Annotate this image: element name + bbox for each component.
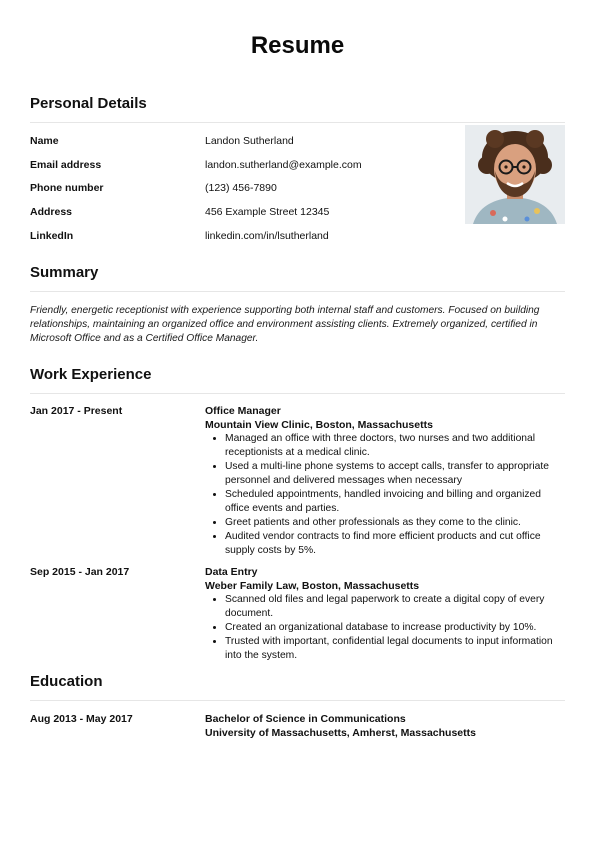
work-entry-body — [205, 565, 565, 663]
detail-label: LinkedIn — [30, 230, 74, 242]
summary-text: Friendly, energetic receptionist with experience supporting both internal staff and customers. Focused on building relationships, maintaining an organized office and environment assisting clients. Extremely organized, certified in Microsoft Office and as a Certified Office Manager. — [30, 305, 540, 344]
profile-photo — [465, 125, 565, 224]
work-entry-body — [205, 404, 565, 558]
job-title: Office Manager — [205, 405, 281, 417]
list-item: • Used a multi-line phone systems to accept calls, transfer to appropriate personnel and delivered messages when necessary — [225, 460, 565, 488]
education-section — [30, 672, 565, 752]
summary-section — [30, 263, 565, 346]
detail-value: landon.sutherland@example.com — [205, 159, 362, 171]
detail-label: Phone number — [30, 182, 104, 194]
job-title: Data Entry — [205, 566, 258, 578]
responsibility-list — [205, 432, 565, 558]
work-entry-date: Jan 2017 - Present — [30, 405, 123, 417]
section-heading-education: Education — [30, 672, 565, 701]
detail-value: (123) 456-7890 — [205, 182, 277, 194]
section-heading-work: Work Experience — [30, 365, 565, 394]
detail-label: Name — [30, 135, 59, 147]
list-item: • Managed an office with three doctors, two nurses and two additional receptionists at a medical clinic. — [225, 432, 565, 460]
list-item: • Scanned old files and legal paperwork to create a digital copy of every document. — [225, 593, 565, 621]
list-item: • Scheduled appointments, handled invoicing and billing and organized office events and parties. — [225, 488, 565, 516]
degree: Bachelor of Science in Communications — [205, 713, 406, 725]
detail-value: Landon Sutherland — [205, 135, 294, 147]
detail-value: 456 Example Street 12345 — [205, 206, 330, 218]
list-item: • Created an organizational database to increase productivity by 10%. — [225, 621, 565, 635]
education-entry-date: Aug 2013 - May 2017 — [30, 713, 133, 725]
personal-details-section — [30, 94, 565, 254]
education-entry-body — [205, 712, 565, 740]
page-title: Resume — [250, 32, 345, 59]
work-experience-section — [30, 365, 565, 665]
detail-label: Email address — [30, 159, 102, 171]
section-heading-summary: Summary — [30, 263, 565, 292]
responsibility-list — [205, 593, 565, 663]
list-item: • Audited vendor contracts to find more efficient products and cut office supply costs by 5%. — [225, 530, 565, 558]
list-item: • Greet patients and other professionals as they come to the clinic. — [225, 516, 565, 530]
institution: University of Massachusetts, Amherst, Massachusetts — [205, 727, 476, 739]
list-item: • Trusted with important, confidential legal documents to input information into the system. — [225, 635, 565, 663]
detail-value: linkedin.com/in/lsutherland — [205, 230, 329, 242]
employer: Mountain View Clinic, Boston, Massachusetts — [205, 419, 433, 431]
detail-label: Address — [30, 206, 73, 218]
employer: Weber Family Law, Boston, Massachusetts — [205, 580, 420, 592]
work-entry-date: Sep 2015 - Jan 2017 — [30, 566, 130, 578]
section-heading-personal: Personal Details — [30, 94, 565, 123]
